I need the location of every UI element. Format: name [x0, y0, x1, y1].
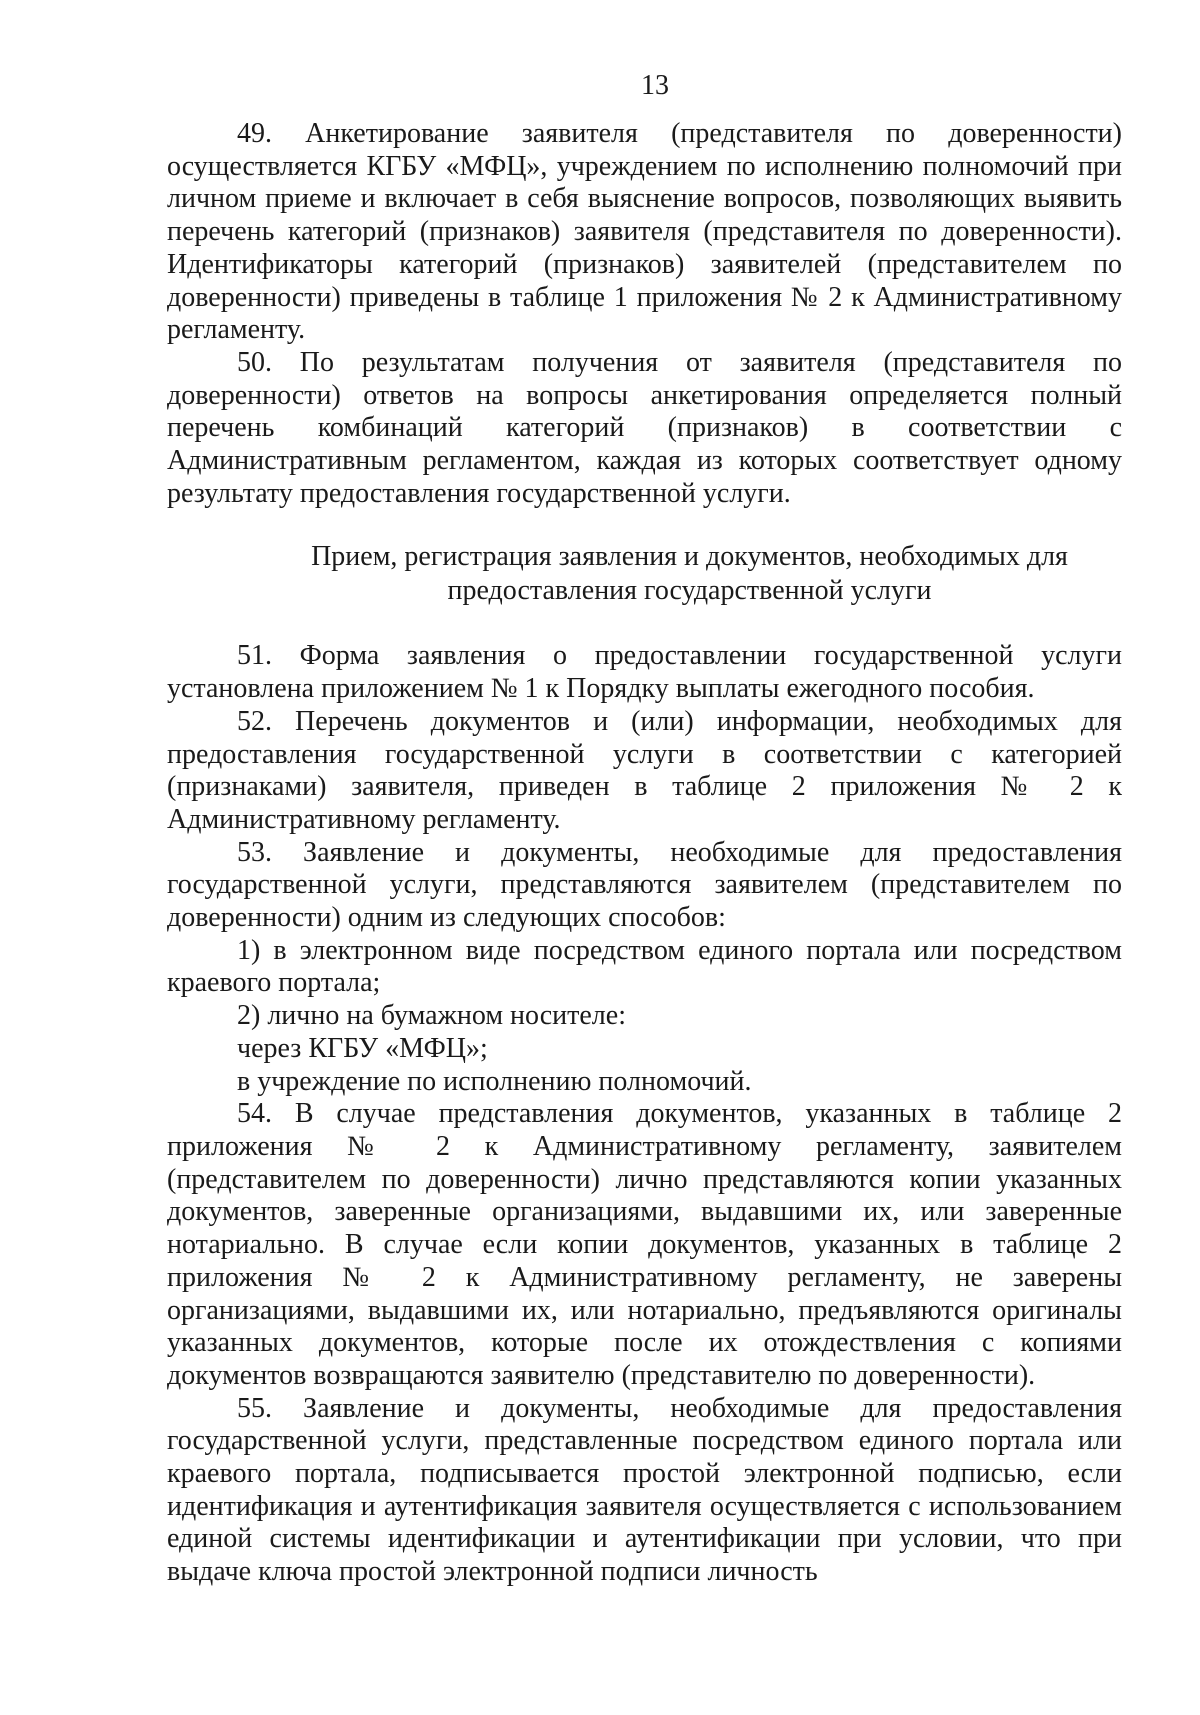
- paragraph-49: 49. Анкетирование заявителя (представителя по доверенности) осуществляется КГБУ «МФЦ», учреждением по исполнению полномочий при личном приеме и включает в себя выяснение вопросов, позволяющих выявить перечень категорий (признаков) заявителя (представителя по доверенности). Идентификаторы категорий (признаков) заявителей (представителем по доверенности) приведены в таблице 1 приложения № 2 к Административному регламенту.: [167, 118, 1122, 346]
- paragraph-53-item-1: 1) в электронном виде посредством единого портала или посредством краевого портала;: [167, 934, 1122, 999]
- paragraph-50: 50. По результатам получения от заявителя (представителя по доверенности) ответов на вопросы анкетирования определяется полный перечень комбинаций категорий (признаков) в соответствии с Административным регламентом, каждая из которых соответствует одному результату предоставления государственной услуги.: [167, 346, 1122, 509]
- section-heading-line-1: Прием, регистрация заявления и документов, необходимых для: [311, 541, 1068, 573]
- section-heading: [167, 540, 1122, 608]
- paragraph-53-item-2-option-a: через КГБУ «МФЦ»;: [237, 1032, 488, 1064]
- page-number: 13: [641, 70, 669, 101]
- section-heading-line-2: предоставления государственной услуги: [447, 575, 932, 607]
- paragraph-52: 52. Перечень документов и (или) информации, необходимых для предоставления государственной услуги в соответствии с категорией (признаками) заявителя, приведен в таблице 2 приложения № 2 к Административному регламенту.: [167, 705, 1122, 835]
- paragraph-53-item-2: 2) лично на бумажном носителе:: [237, 1000, 626, 1032]
- paragraph-51: 51. Форма заявления о предоставлении государственной услуги установлена приложением № 1 к Порядку выплаты ежегодного пособия.: [167, 640, 1122, 705]
- paragraph-54: 54. В случае представления документов, указанных в таблице 2 приложения № 2 к Административному регламенту, заявителем (представителем по доверенности) лично представляются копии указанных документов, заверенные организациями, выдавшими их, или заверенные нотариально. В случае если копии документов, указанных в таблице 2 приложения № 2 к Административному регламенту, не заверены организациями, выдавшими их, или нотариально, предъявляются оригиналы указанных документов, которые после их отождествления с копиями документов возвращаются заявителю (представителю по доверенности).: [167, 1098, 1122, 1391]
- paragraph-53: 53. Заявление и документы, необходимые для предоставления государственной услуги, представляются заявителем (представителем по доверенности) одним из следующих способов:: [167, 836, 1122, 934]
- paragraph-55: 55. Заявление и документы, необходимые для предоставления государственной услуги, представленные посредством единого портала или краевого портала, подписывается простой электронной подписью, если идентификация и аутентификация заявителя осуществляется с использованием единой системы идентификации и аутентификации при условии, что при выдаче ключа простой электронной подписи личность: [167, 1392, 1122, 1588]
- paragraph-53-item-2-option-b: в учреждение по исполнению полномочий.: [237, 1065, 752, 1097]
- document-body: [167, 118, 1122, 1589]
